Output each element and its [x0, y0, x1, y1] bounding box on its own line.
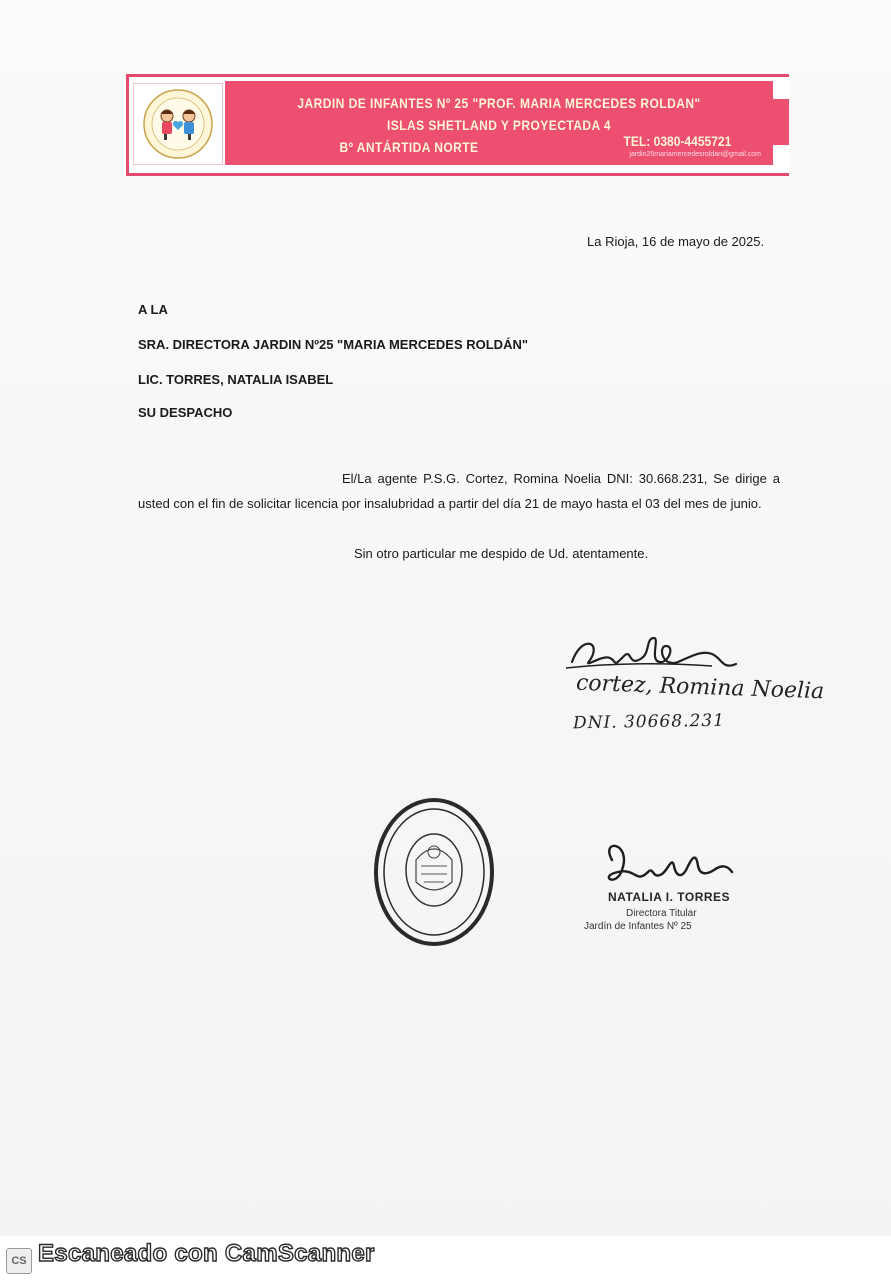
- scanner-footer: [0, 1236, 891, 1280]
- letterhead-neighborhood: Bº ANTÁRTIDA NORTE: [339, 139, 479, 155]
- camscanner-watermark: Escaneado con CamScanner: [38, 1240, 375, 1267]
- letter-body: El/La agente P.S.G. Cortez, Romina Noelia DNI: 30.668.231, Se dirige a usted con el fin de solicitar licencia por insalubridad a partir del día 21 de mayo hasta el 03 del mes de junio.: [138, 471, 780, 511]
- letterhead-email: jardin25mariamercedesroldan@gmail.com: [629, 151, 761, 158]
- signature-name: cortez, Romina Noelia: [575, 670, 825, 705]
- letterhead-school-name: JARDIN DE INFANTES Nº 25 "PROF. MARIA MERCEDES ROLDAN": [297, 95, 701, 111]
- banner-tab: [769, 99, 789, 145]
- letterhead-banner: [225, 81, 773, 165]
- recipient-line-2: SRA. DIRECTORA JARDIN Nº25 "MARIA MERCEDES ROLDÁN": [138, 337, 529, 352]
- letterhead-address: ISLAS SHETLAND Y PROYECTADA 4: [386, 117, 612, 133]
- recipient-line-3: LIC. TORRES, NATALIA ISABEL: [138, 372, 334, 387]
- letter-date: La Rioja, 16 de mayo de 2025.: [587, 234, 765, 249]
- school-seal: [371, 796, 497, 948]
- recipient-line-1: A LA: [138, 302, 168, 317]
- signature-dni: DNI. 30668.231: [572, 710, 726, 734]
- letter-closing: Sin otro particular me despido de Ud. atentamente.: [354, 546, 649, 561]
- letterhead-phone: TEL: 0380-4455721: [623, 133, 731, 149]
- director-role: Directora Titular: [626, 908, 697, 919]
- director-institution: Jardín de Infantes Nº 25: [584, 921, 692, 932]
- recipient-line-4: SU DESPACHO: [138, 405, 233, 420]
- letterhead: [126, 74, 789, 176]
- director-name: NATALIA I. TORRES: [608, 890, 731, 904]
- camscanner-icon: CS: [6, 1248, 32, 1274]
